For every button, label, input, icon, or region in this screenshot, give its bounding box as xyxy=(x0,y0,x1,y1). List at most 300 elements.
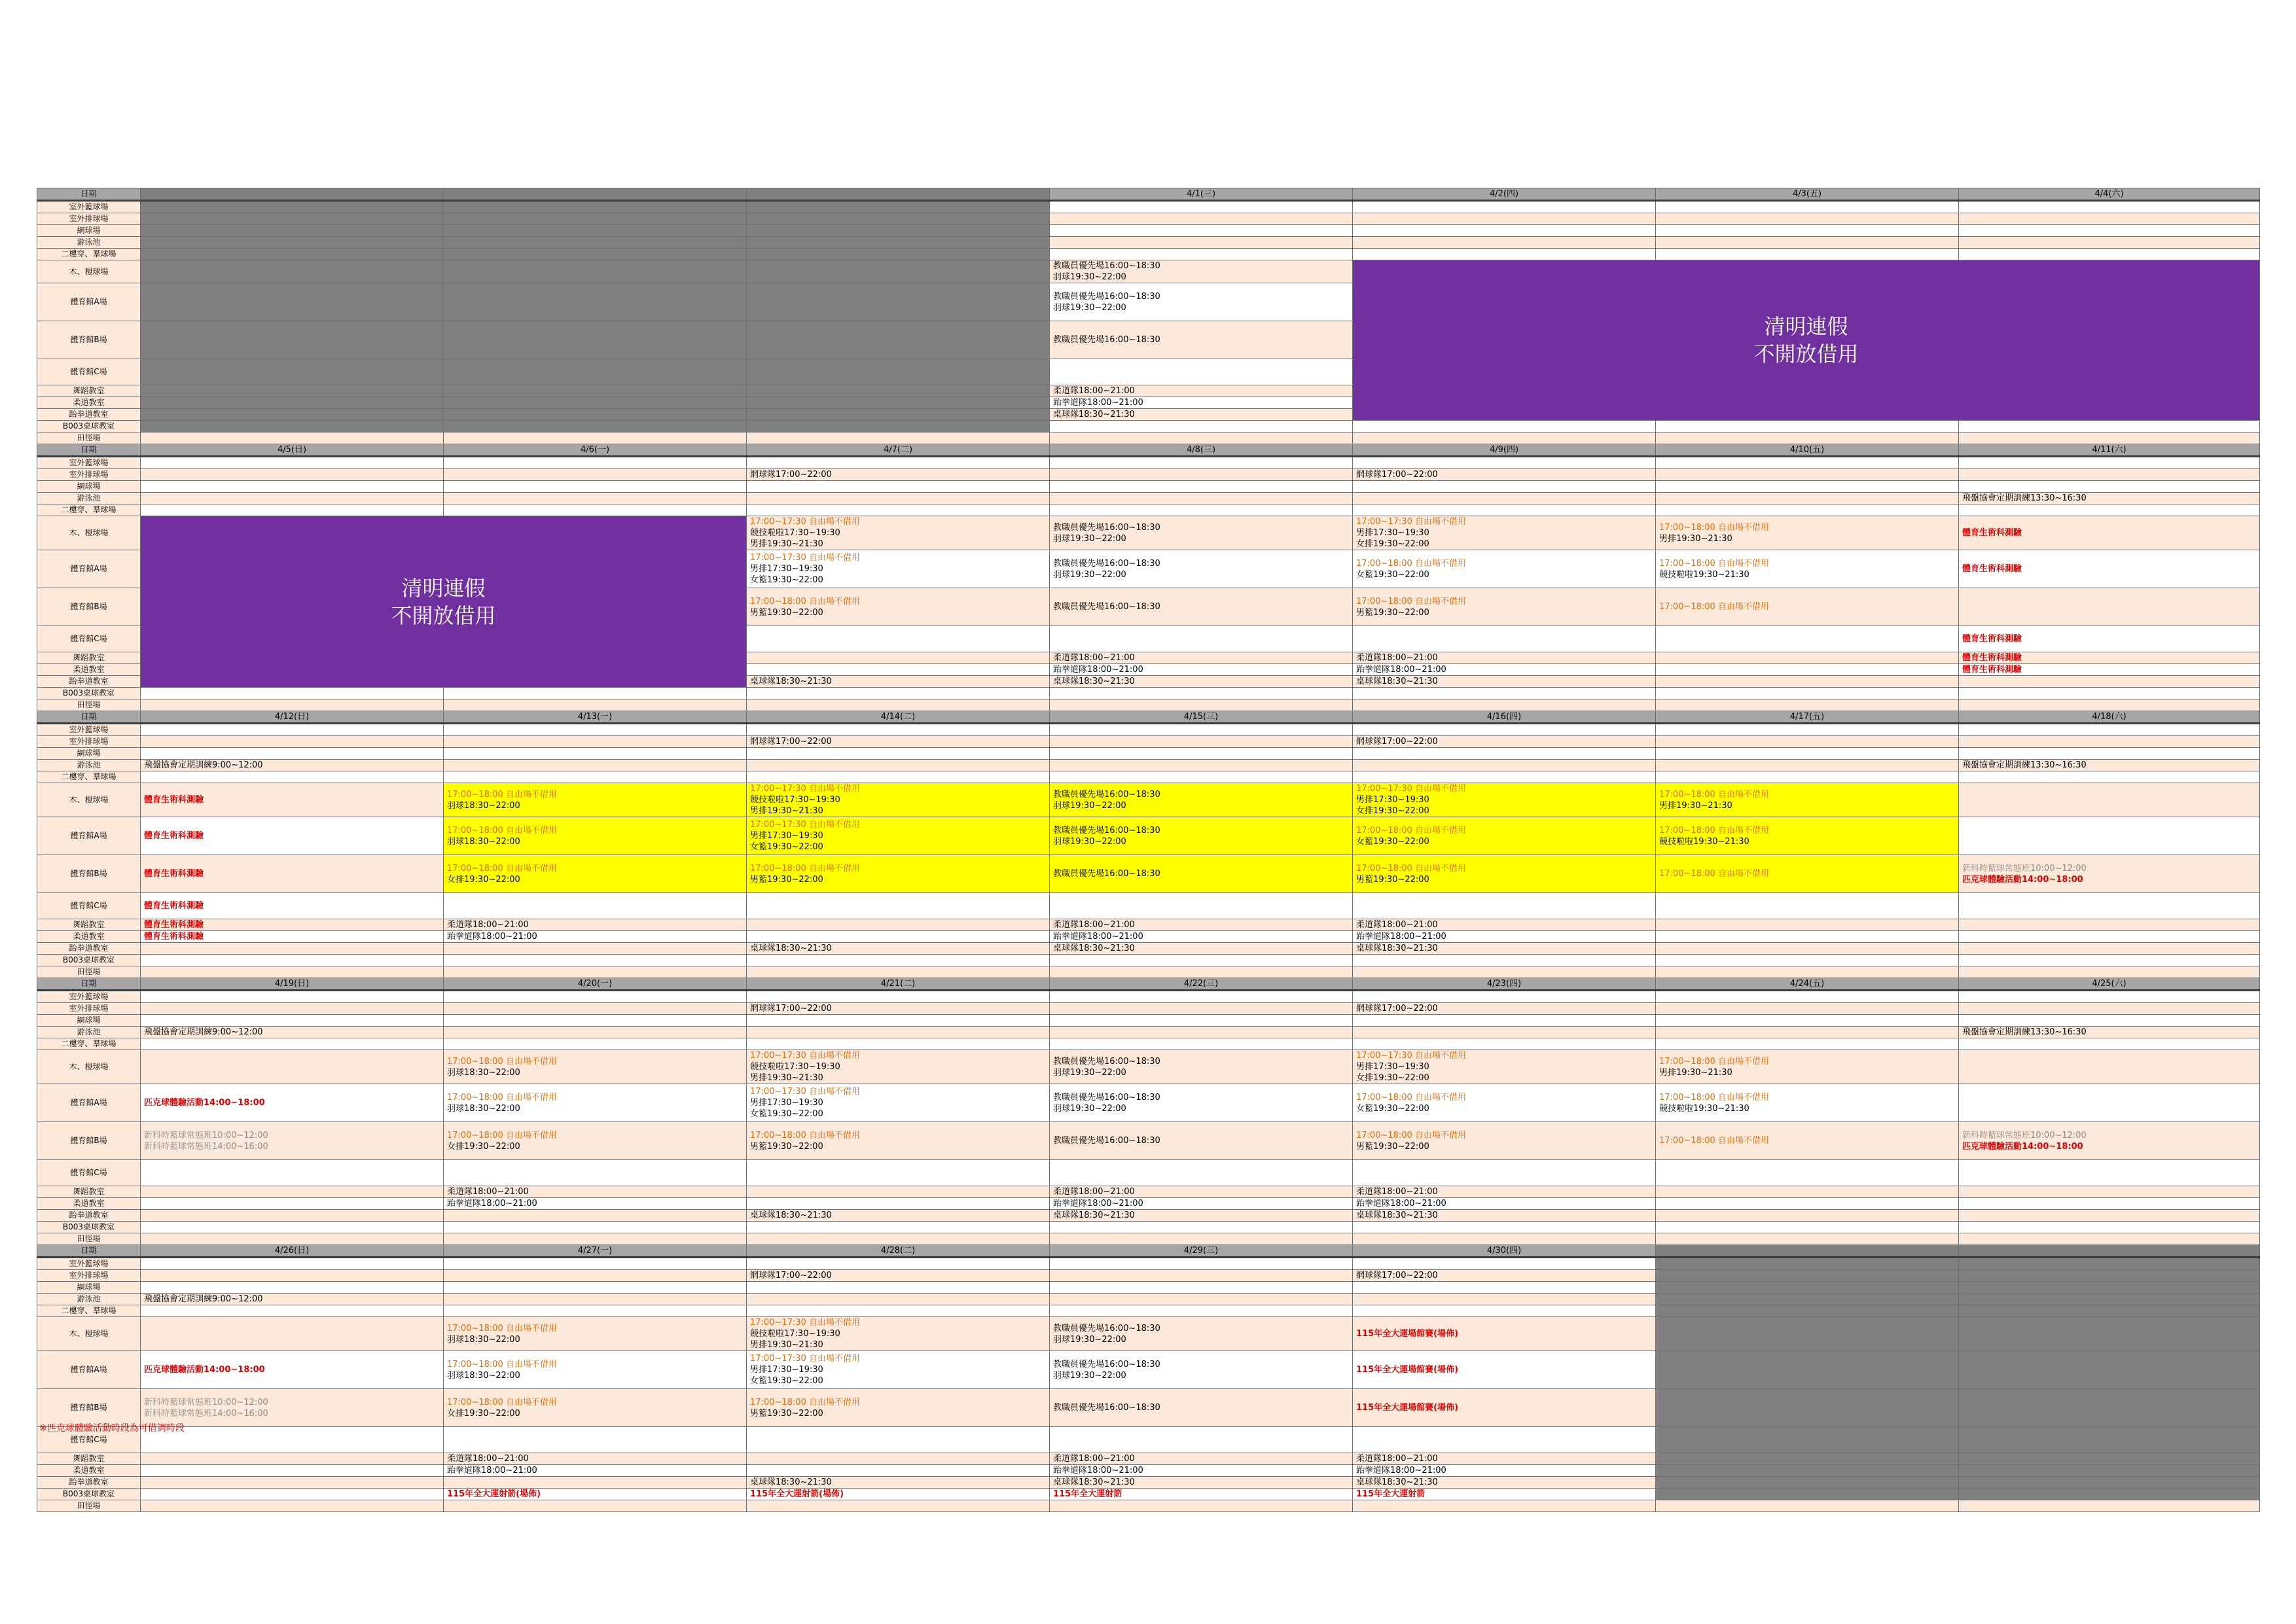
schedule-cell xyxy=(747,516,1050,550)
venue-label: B003桌球教室 xyxy=(37,955,141,966)
schedule-cell xyxy=(1050,736,1353,748)
venue-row xyxy=(37,688,2260,699)
booking-entry: 17:00~18:00 自由場不借用 xyxy=(1356,1130,1466,1140)
venue-label: 舞蹈教室 xyxy=(37,1453,141,1465)
venue-row xyxy=(37,931,2260,943)
closed-cell xyxy=(141,385,444,397)
booking-entry: 新科時籃球常態班10:00~12:00 xyxy=(1962,863,2087,874)
schedule-cell xyxy=(1959,966,2260,978)
schedule-cell xyxy=(141,748,444,760)
date-header-cell: 4/20(一) xyxy=(444,978,747,991)
schedule-cell xyxy=(444,1198,747,1210)
schedule-cell xyxy=(1656,516,1959,550)
schedule-cell xyxy=(141,1294,444,1305)
booking-entry: 115年全大運射箭 xyxy=(1356,1489,1426,1499)
closed-cell xyxy=(1656,1305,1959,1317)
schedule-cell xyxy=(1050,1015,1353,1027)
date-header-row xyxy=(37,711,2260,724)
booking-entry: 體育生術科測驗 xyxy=(1962,564,2022,574)
venue-row xyxy=(37,783,2260,817)
schedule-cell xyxy=(1353,652,1656,664)
venue-row xyxy=(37,1038,2260,1050)
date-header-cell: 4/3(五) xyxy=(1656,188,1959,201)
closed-cell xyxy=(141,237,444,249)
schedule-cell xyxy=(444,855,747,893)
venue-label: 游泳池 xyxy=(37,1027,141,1038)
booking-entry: 羽球19:30~22:00 xyxy=(1053,1067,1126,1078)
schedule-cell xyxy=(1353,1489,1656,1500)
venue-label: 體育館C場 xyxy=(37,626,141,652)
venue-row xyxy=(37,748,2260,760)
booking-entry: 女籃19:30~22:00 xyxy=(750,1109,823,1119)
booking-entry: 羽球19:30~22:00 xyxy=(1053,302,1126,313)
booking-entry: 競技啦啦19:30~21:30 xyxy=(1659,1103,1749,1114)
schedule-cell xyxy=(747,457,1050,469)
schedule-cell xyxy=(444,1477,747,1489)
schedule-cell xyxy=(1959,943,2260,955)
schedule-cell xyxy=(1050,1258,1353,1270)
schedule-cell xyxy=(1050,283,1353,321)
schedule-cell xyxy=(141,1351,444,1389)
schedule-cell xyxy=(141,457,444,469)
booking-entry: 網球隊17:00~22:00 xyxy=(1356,470,1438,480)
schedule-cell xyxy=(444,1233,747,1245)
closed-cell xyxy=(141,283,444,321)
closed-cell xyxy=(1959,1294,2260,1305)
booking-entry: 柔道隊18:00~21:00 xyxy=(1053,1187,1135,1197)
schedule-cell xyxy=(1050,421,1353,432)
booking-entry: 115年全大運射箭 xyxy=(1053,1489,1122,1499)
venue-label: 體育館B場 xyxy=(37,588,141,626)
closed-cell xyxy=(747,359,1050,385)
closed-cell xyxy=(444,201,747,213)
schedule-cell xyxy=(1353,955,1656,966)
booking-entry: 柔道隊18:00~21:00 xyxy=(1356,1187,1438,1197)
booking-entry: 體育生術科測驗 xyxy=(1962,528,2022,538)
booking-entry: 男排19:30~21:30 xyxy=(750,806,823,816)
booking-entry: 桌球隊18:30~21:30 xyxy=(750,677,832,686)
venue-row xyxy=(37,421,2260,432)
closed-cell xyxy=(1959,1453,2260,1465)
closed-cell xyxy=(444,249,747,260)
schedule-cell xyxy=(1050,409,1353,421)
booking-entry: 17:00~18:00 自由場不借用 xyxy=(750,863,860,874)
venue-row xyxy=(37,1305,2260,1317)
date-label: 日期 xyxy=(37,1245,141,1258)
booking-entry: 女籃19:30~22:00 xyxy=(1356,569,1429,580)
schedule-cell xyxy=(1353,1351,1656,1389)
schedule-cell xyxy=(747,1317,1050,1351)
schedule-cell xyxy=(1353,931,1656,943)
booking-entry: 17:00~17:30 自由場不借用 xyxy=(750,1318,860,1328)
closed-cell xyxy=(747,237,1050,249)
booking-entry: 17:00~18:00 自由場不借用 xyxy=(447,1130,557,1140)
footnote: ※匹克球體驗活動時段為可借調時段 xyxy=(39,1423,185,1434)
date-header-cell: 4/28(二) xyxy=(747,1245,1050,1258)
schedule-cell xyxy=(1353,1122,1656,1160)
booking-entry: 女排19:30~22:00 xyxy=(1356,539,1429,549)
booking-entry: 男排19:30~21:30 xyxy=(1659,533,1732,544)
date-header-cell xyxy=(1656,1245,1959,1258)
booking-entry: 男排17:30~19:30 xyxy=(750,1098,823,1108)
booking-entry: 男排19:30~21:30 xyxy=(750,539,823,549)
booking-entry: 教職員優先場16:00~18:30 xyxy=(1053,261,1160,271)
schedule-cell xyxy=(747,771,1050,783)
venue-row xyxy=(37,1003,2260,1015)
booking-entry: 17:00~18:00 自由場不借用 xyxy=(447,1056,557,1067)
schedule-cell xyxy=(747,1270,1050,1282)
venue-row xyxy=(37,1465,2260,1477)
booking-entry: 17:00~18:00 自由場不借用 xyxy=(1659,1136,1769,1146)
booking-entry: 教職員優先場16:00~18:30 xyxy=(1053,291,1160,302)
schedule-cell xyxy=(444,919,747,931)
booking-entry: 教職員優先場16:00~18:30 xyxy=(1053,335,1160,345)
schedule-cell xyxy=(444,943,747,955)
schedule-cell xyxy=(444,1050,747,1084)
date-header-cell: 4/12(日) xyxy=(141,711,444,724)
booking-entry: 男排17:30~19:30 xyxy=(750,564,823,574)
schedule-cell xyxy=(1656,201,1959,213)
venue-row xyxy=(37,1489,2260,1500)
schedule-cell xyxy=(1959,1222,2260,1233)
closed-cell xyxy=(1959,1270,2260,1282)
booking-entry: 115年全大運場館賽(場佈) xyxy=(1356,1365,1459,1375)
schedule-cell xyxy=(1959,550,2260,588)
schedule-cell xyxy=(141,469,444,481)
schedule-cell xyxy=(1050,1389,1353,1427)
schedule-cell xyxy=(747,1198,1050,1210)
booking-entry: 教職員優先場16:00~18:30 xyxy=(1053,522,1160,533)
schedule-cell xyxy=(747,676,1050,688)
booking-entry: 跆拳道隊18:00~21:00 xyxy=(447,1466,537,1475)
schedule-cell xyxy=(1656,1222,1959,1233)
schedule-cell xyxy=(444,955,747,966)
booking-entry: 17:00~18:00 自由場不借用 xyxy=(1659,789,1769,800)
schedule-cell xyxy=(747,1489,1050,1500)
venue-row xyxy=(37,493,2260,504)
schedule-cell xyxy=(1656,457,1959,469)
closed-cell xyxy=(141,321,444,359)
booking-entry: 跆拳道隊18:00~21:00 xyxy=(1356,1466,1446,1475)
venue-row xyxy=(37,432,2260,444)
schedule-cell xyxy=(747,817,1050,855)
booking-entry: 跆拳道隊18:00~21:00 xyxy=(1053,1199,1143,1209)
venue-row xyxy=(37,943,2260,955)
schedule-cell xyxy=(1353,213,1656,225)
booking-entry: 教職員優先場16:00~18:30 xyxy=(1053,789,1160,800)
schedule-cell xyxy=(1353,481,1656,493)
booking-entry: 17:00~18:00 自由場不借用 xyxy=(447,1092,557,1103)
booking-entry: 羽球19:30~22:00 xyxy=(1053,569,1126,580)
schedule-cell xyxy=(1959,237,2260,249)
date-label: 日期 xyxy=(37,711,141,724)
holiday-closed-text: 不開放借用 xyxy=(1753,342,1859,366)
booking-entry: 跆拳道隊18:00~21:00 xyxy=(1356,665,1446,675)
schedule-cell xyxy=(747,966,1050,978)
venue-label: 體育館C場 xyxy=(37,1160,141,1186)
venue-label: 室外排球場 xyxy=(37,736,141,748)
schedule-cell xyxy=(1353,991,1656,1003)
schedule-cell xyxy=(1656,481,1959,493)
schedule-cell xyxy=(1656,626,1959,652)
schedule-cell xyxy=(1353,1084,1656,1122)
booking-entry: 體育生術科測驗 xyxy=(144,869,204,879)
schedule-cell xyxy=(1353,748,1656,760)
booking-entry: 桌球隊18:30~21:30 xyxy=(1356,677,1438,686)
schedule-cell xyxy=(1959,783,2260,817)
venue-label: 體育館B場 xyxy=(37,855,141,893)
booking-entry: 17:00~18:00 自由場不借用 xyxy=(1659,869,1769,879)
venue-row xyxy=(37,1477,2260,1489)
schedule-cell xyxy=(1353,688,1656,699)
venue-row xyxy=(37,1050,2260,1084)
schedule-cell xyxy=(1050,1477,1353,1489)
schedule-cell xyxy=(747,688,1050,699)
schedule-cell xyxy=(747,943,1050,955)
schedule-cell xyxy=(1656,1015,1959,1027)
schedule-cell xyxy=(141,1015,444,1027)
booking-entry: 體育生術科測驗 xyxy=(144,831,204,841)
venue-label: 跆拳道教室 xyxy=(37,676,141,688)
schedule-cell xyxy=(1656,1084,1959,1122)
schedule-cell xyxy=(747,550,1050,588)
closed-cell xyxy=(444,237,747,249)
schedule-cell xyxy=(1050,676,1353,688)
schedule-cell xyxy=(1656,213,1959,225)
booking-entry: 17:00~17:30 自由場不借用 xyxy=(750,1354,860,1364)
venue-label: 木、榿球場 xyxy=(37,1317,141,1351)
schedule-cell xyxy=(444,493,747,504)
schedule-cell xyxy=(1050,1233,1353,1245)
schedule-cell xyxy=(1656,469,1959,481)
schedule-cell xyxy=(444,1317,747,1351)
booking-entry: 匹克球體驗活動14:00~18:00 xyxy=(144,1098,265,1108)
booking-entry: 女籃19:30~22:00 xyxy=(750,575,823,585)
schedule-cell xyxy=(1656,1027,1959,1038)
venue-row xyxy=(37,1351,2260,1389)
booking-entry: 男籃19:30~22:00 xyxy=(750,1141,823,1152)
closed-cell xyxy=(444,397,747,409)
schedule-cell xyxy=(1656,699,1959,711)
booking-entry: 競技啦啦17:30~19:30 xyxy=(750,795,840,805)
venue-row xyxy=(37,1122,2260,1160)
schedule-cell xyxy=(141,1317,444,1351)
schedule-cell xyxy=(1353,817,1656,855)
schedule-cell xyxy=(141,493,444,504)
schedule-cell xyxy=(747,1027,1050,1038)
venue-label: 網球場 xyxy=(37,748,141,760)
booking-entry: 桌球隊18:30~21:30 xyxy=(1053,944,1135,953)
booking-entry: 匹克球體驗活動14:00~18:00 xyxy=(1962,874,2083,885)
schedule-cell xyxy=(141,817,444,855)
schedule-cell xyxy=(444,1294,747,1305)
schedule-cell xyxy=(1959,676,2260,688)
schedule-cell xyxy=(747,664,1050,676)
schedule-cell xyxy=(444,1282,747,1294)
schedule-cell xyxy=(141,1427,444,1453)
schedule-cell xyxy=(1050,1050,1353,1084)
booking-entry: 柔道隊18:00~21:00 xyxy=(1053,653,1135,663)
booking-entry: 女籃19:30~22:00 xyxy=(1356,1103,1429,1114)
schedule-cell xyxy=(1656,760,1959,771)
schedule-cell xyxy=(444,1222,747,1233)
schedule-cell xyxy=(747,504,1050,516)
schedule-cell xyxy=(1050,321,1353,359)
schedule-cell xyxy=(747,1003,1050,1015)
schedule-cell xyxy=(1959,688,2260,699)
venue-label: 田徑場 xyxy=(37,432,141,444)
schedule-cell xyxy=(1050,855,1353,893)
schedule-cell xyxy=(1959,736,2260,748)
closed-cell xyxy=(747,201,1050,213)
schedule-cell xyxy=(1050,1222,1353,1233)
booking-entry: 羽球19:30~22:00 xyxy=(1053,272,1126,282)
schedule-cell xyxy=(1959,1122,2260,1160)
schedule-cell xyxy=(1959,771,2260,783)
schedule-cell xyxy=(444,469,747,481)
schedule-cell xyxy=(1050,760,1353,771)
schedule-cell xyxy=(747,1160,1050,1186)
venue-label: 木、榿球場 xyxy=(37,516,141,550)
schedule-cell xyxy=(747,991,1050,1003)
booking-entry: 羽球19:30~22:00 xyxy=(1053,836,1126,847)
booking-entry: 柔道隊18:00~21:00 xyxy=(1356,653,1438,663)
booking-entry: 羽球19:30~22:00 xyxy=(1053,1370,1126,1381)
schedule-cell xyxy=(444,1305,747,1317)
schedule-cell xyxy=(1050,1305,1353,1317)
booking-entry: 女排19:30~22:00 xyxy=(447,1141,520,1152)
schedule-cell xyxy=(1050,1351,1353,1389)
schedule-cell xyxy=(1656,855,1959,893)
schedule-cell xyxy=(141,771,444,783)
schedule-cell xyxy=(747,1015,1050,1027)
venue-label: 木、榿球場 xyxy=(37,1050,141,1084)
schedule-cell xyxy=(1959,626,2260,652)
date-header-cell: 4/26(日) xyxy=(141,1245,444,1258)
schedule-cell xyxy=(1656,893,1959,919)
booking-entry: 男排17:30~19:30 xyxy=(1356,528,1429,538)
booking-entry: 115年全大運場館賽(場佈) xyxy=(1356,1329,1459,1339)
schedule-cell xyxy=(1353,664,1656,676)
schedule-cell xyxy=(747,760,1050,771)
booking-entry: 新科時籃球常態班10:00~12:00 xyxy=(144,1130,268,1140)
schedule-cell xyxy=(1353,249,1656,260)
venue-row xyxy=(37,1500,2260,1512)
booking-entry: 教職員優先場16:00~18:30 xyxy=(1053,558,1160,569)
schedule-cell xyxy=(444,481,747,493)
schedule-cell xyxy=(1353,1465,1656,1477)
venue-row xyxy=(37,1389,2260,1427)
schedule-cell xyxy=(141,1160,444,1186)
venue-row xyxy=(37,1294,2260,1305)
closed-cell xyxy=(1656,1427,1959,1453)
schedule-cell xyxy=(444,991,747,1003)
booking-entry: 17:00~17:30 自由場不借用 xyxy=(750,517,860,527)
venue-label: 體育館A場 xyxy=(37,1351,141,1389)
schedule-cell xyxy=(444,432,747,444)
venue-row xyxy=(37,1210,2260,1222)
schedule-cell xyxy=(1353,457,1656,469)
schedule-cell xyxy=(1353,1427,1656,1453)
venue-row xyxy=(37,469,2260,481)
schedule-cell xyxy=(1050,1122,1353,1160)
venue-label: 室外籃球場 xyxy=(37,991,141,1003)
date-header-cell: 4/11(六) xyxy=(1959,444,2260,457)
venue-row xyxy=(37,1258,2260,1270)
schedule-cell xyxy=(1656,237,1959,249)
schedule-cell xyxy=(1959,919,2260,931)
date-header-cell: 4/16(四) xyxy=(1353,711,1656,724)
closed-cell xyxy=(444,213,747,225)
venue-row xyxy=(37,724,2260,736)
venue-label: 游泳池 xyxy=(37,493,141,504)
closed-cell xyxy=(444,283,747,321)
booking-entry: 柔道隊18:00~21:00 xyxy=(1356,920,1438,930)
schedule-cell xyxy=(1656,943,1959,955)
schedule-cell xyxy=(1050,1270,1353,1282)
schedule-cell xyxy=(1050,1038,1353,1050)
schedule-cell xyxy=(141,1453,444,1465)
booking-entry: 女排19:30~22:00 xyxy=(447,1408,520,1419)
schedule-cell xyxy=(1050,919,1353,931)
schedule-cell xyxy=(747,469,1050,481)
schedule-cell xyxy=(1656,931,1959,943)
schedule-cell xyxy=(1353,1015,1656,1027)
schedule-cell xyxy=(1050,688,1353,699)
closed-cell xyxy=(1656,1465,1959,1477)
closed-cell xyxy=(444,359,747,385)
schedule-cell xyxy=(1656,1233,1959,1245)
schedule-cell xyxy=(141,855,444,893)
schedule-cell xyxy=(444,1489,747,1500)
schedule-cell xyxy=(1353,1258,1656,1270)
booking-entry: 17:00~18:00 自由場不借用 xyxy=(1356,596,1466,607)
schedule-cell xyxy=(1959,481,2260,493)
venue-label: 二樓穿、羣球場 xyxy=(37,504,141,516)
schedule-cell xyxy=(444,1389,747,1427)
schedule-cell xyxy=(141,1500,444,1512)
venue-label: 體育館B場 xyxy=(37,1122,141,1160)
schedule-cell xyxy=(1353,504,1656,516)
schedule-cell xyxy=(747,783,1050,817)
schedule-cell xyxy=(1353,1294,1656,1305)
schedule-cell xyxy=(141,736,444,748)
closed-cell xyxy=(747,283,1050,321)
closed-cell xyxy=(444,421,747,432)
schedule-cell xyxy=(1656,991,1959,1003)
schedule-cell xyxy=(1656,249,1959,260)
venue-row xyxy=(37,260,2260,283)
schedule-cell xyxy=(747,931,1050,943)
booking-entry: 教職員優先場16:00~18:30 xyxy=(1053,602,1160,612)
closed-cell xyxy=(1656,1477,1959,1489)
booking-entry: 男排19:30~21:30 xyxy=(750,1340,823,1350)
schedule-cell xyxy=(1353,237,1656,249)
schedule-cell xyxy=(141,1198,444,1210)
booking-entry: 17:00~18:00 自由場不借用 xyxy=(1356,825,1466,836)
schedule-cell xyxy=(1353,1233,1656,1245)
schedule-cell xyxy=(1959,652,2260,664)
schedule-cell xyxy=(1353,760,1656,771)
closed-cell xyxy=(1959,1389,2260,1427)
schedule-cell xyxy=(1656,1160,1959,1186)
booking-entry: 跆拳道隊18:00~21:00 xyxy=(1053,932,1143,942)
booking-entry: 男排19:30~21:30 xyxy=(750,1073,823,1083)
booking-entry: 柔道隊18:00~21:00 xyxy=(1356,1454,1438,1464)
date-header-cell: 4/8(三) xyxy=(1050,444,1353,457)
schedule-cell xyxy=(444,760,747,771)
booking-entry: 網球隊17:00~22:00 xyxy=(750,1271,832,1280)
